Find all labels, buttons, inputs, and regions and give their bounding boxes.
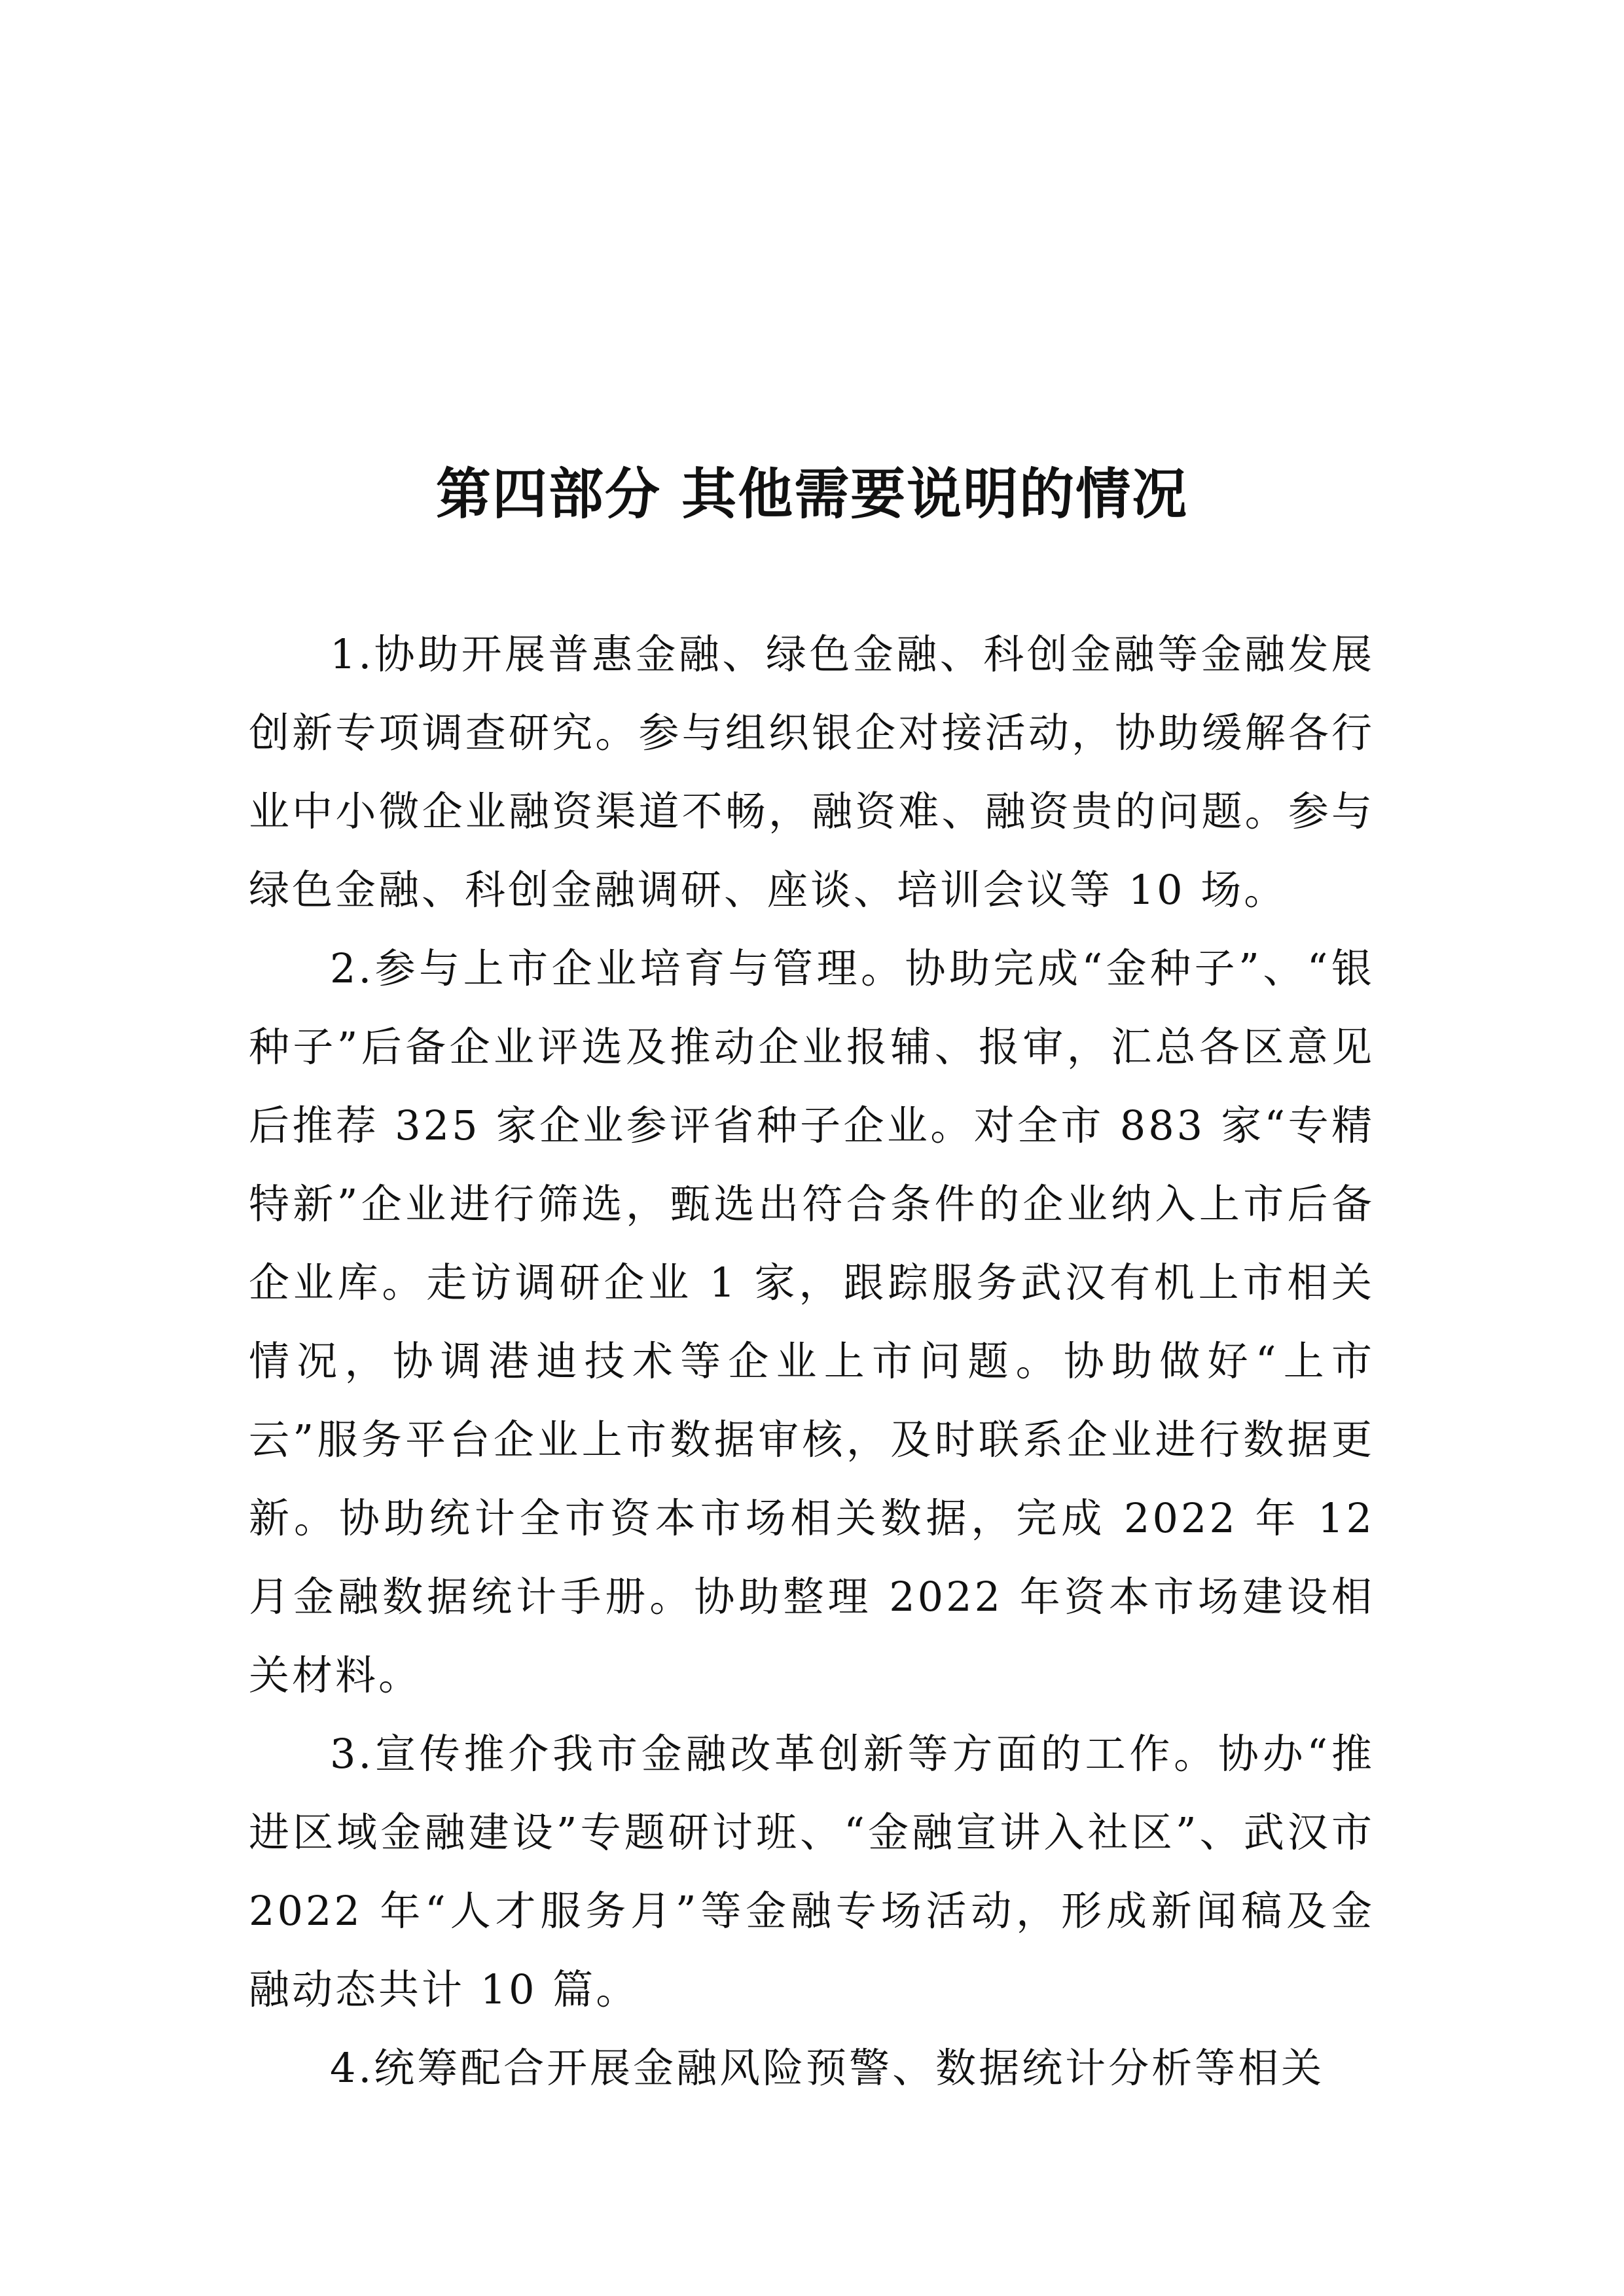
document-body: [249, 615, 1375, 2108]
section-title: 第四部分 其他需要说明的情况: [435, 461, 1189, 526]
paragraph-2: 2.参与上市企业培育与管理。协助完成“金种子”、“银种子”后备企业评选及推动企业报辅、报审，汇总各区意见后推荐 325 家企业参评省种子企业。对全市 883 家“专精特新”企业进行筛选，甄选出符合条件的企业纳入上市后备企业库。走访调研企业 1 家，跟踪服务武汉有机上市相关情况，协调港迪技术等企业上市问题。协助做好“上市云”服务平台企业上市数据审核，及时联系企业进行数据更新。协助统计全市资本市场相关数据，完成 2022 年 12 月金融数据统计手册。协助整理 2022 年资本市场建设相关材料。: [249, 944, 1375, 1699]
paragraph-4: 4.统筹配合开展金融风险预警、数据统计分析等相关: [330, 2044, 1325, 2092]
paragraph-1: 1.协助开展普惠金融、绿色金融、科创金融等金融发展创新专项调查研究。参与组织银企对接活动，协助缓解各行业中小微企业融资渠道不畅，融资难、融资贵的问题。参与绿色金融、科创金融调研、座谈、培训会议等 10 场。: [249, 630, 1375, 914]
paragraph-3: 3.宣传推介我市金融改革创新等方面的工作。协办“推进区域金融建设”专题研讨班、“金融宣讲入社区”、武汉市 2022 年“人才服务月”等金融专场活动，形成新闻稿及金融动态共计 10 篇。: [249, 1730, 1375, 2013]
